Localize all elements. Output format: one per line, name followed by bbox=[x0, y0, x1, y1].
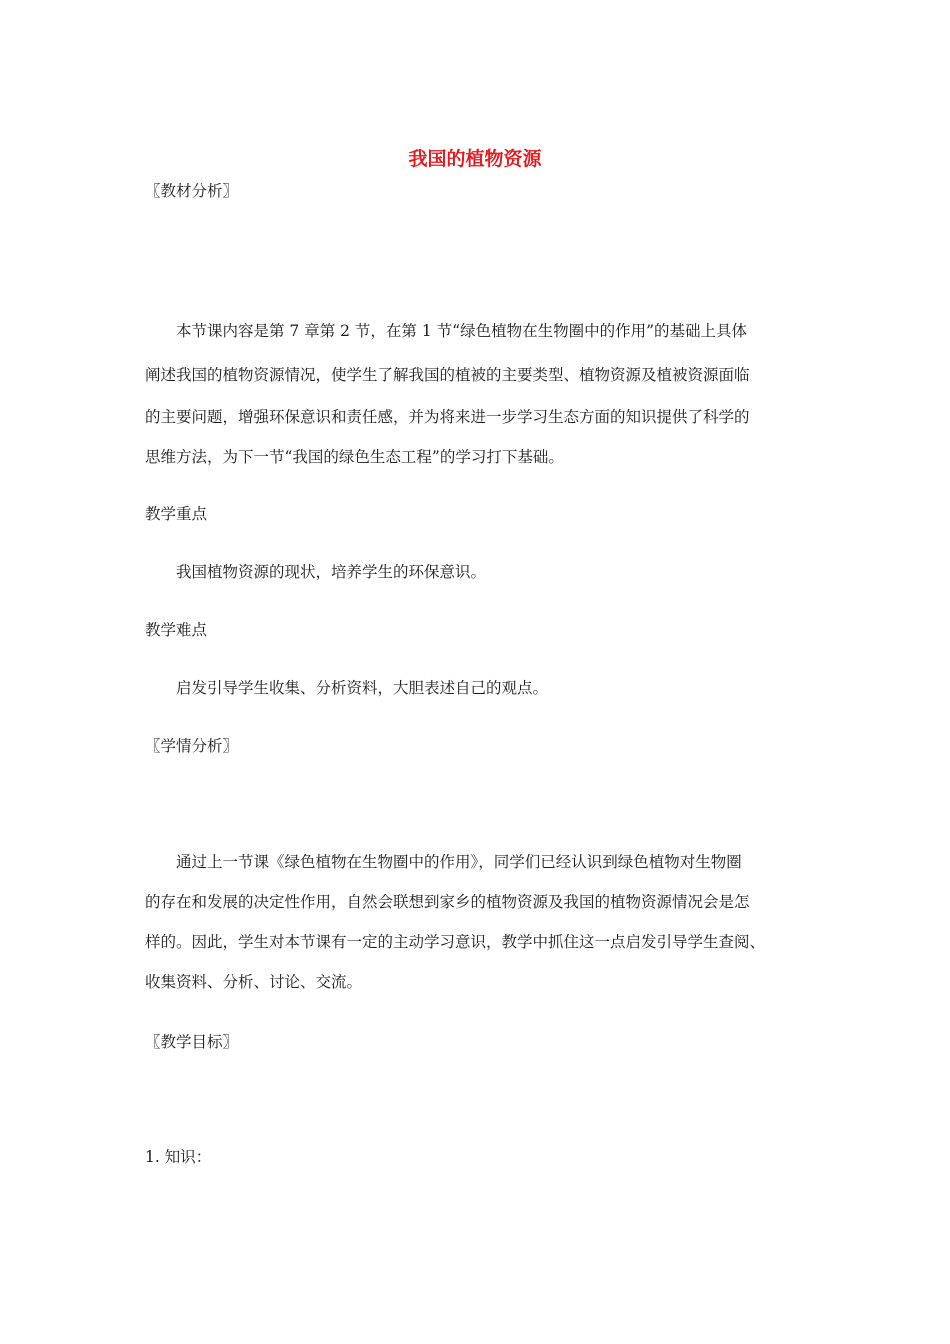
paragraph-line: 的主要问题，增强环保意识和责任感，并为将来进一步学习生态方面的知识提供了科学的 bbox=[145, 408, 750, 426]
paragraph-line: 思维方法，为下一节“我国的绿色生态工程”的学习打下基础。 bbox=[145, 448, 564, 466]
paragraph-line: 收集资料、分析、讨论、交流。 bbox=[145, 973, 363, 991]
section-heading-key-point: 教学重点 bbox=[145, 505, 208, 523]
section-heading-student-analysis: 〖学情分析〗 bbox=[145, 737, 239, 755]
section-heading-difficulty: 教学难点 bbox=[145, 621, 208, 639]
difficulty-text: 启发引导学生收集、分析资料，大胆表述自己的观点。 bbox=[176, 679, 549, 697]
section-heading-textbook-analysis: 〖教材分析〗 bbox=[145, 182, 239, 200]
paragraph-line: 样的。因此，学生对本节课有一定的主动学习意识，教学中抓住这一点启发引导学生查阅、 bbox=[145, 933, 766, 951]
paragraph-line: 通过上一节课《绿色植物在生物圈中的作用》，同学们已经认识到绿色植物对生物圈 bbox=[176, 853, 742, 871]
paragraph-line: 本节课内容是第 7 章第 2 节，在第 1 节“绿色植物在生物圈中的作用”的基础上具体 bbox=[176, 322, 747, 340]
objective-item-1: 1. 知识： bbox=[145, 1148, 212, 1166]
section-heading-objectives: 〖教学目标〗 bbox=[145, 1033, 239, 1051]
paragraph-line: 的存在和发展的决定性作用，自然会联想到家乡的植物资源及我国的植物资源情况会是怎 bbox=[145, 893, 750, 911]
key-point-text: 我国植物资源的现状，培养学生的环保意识。 bbox=[176, 563, 487, 581]
document-title: 我国的植物资源 bbox=[408, 148, 542, 170]
paragraph-line: 阐述我国的植物资源情况，使学生了解我国的植被的主要类型、植物资源及植被资源面临 bbox=[145, 366, 750, 384]
